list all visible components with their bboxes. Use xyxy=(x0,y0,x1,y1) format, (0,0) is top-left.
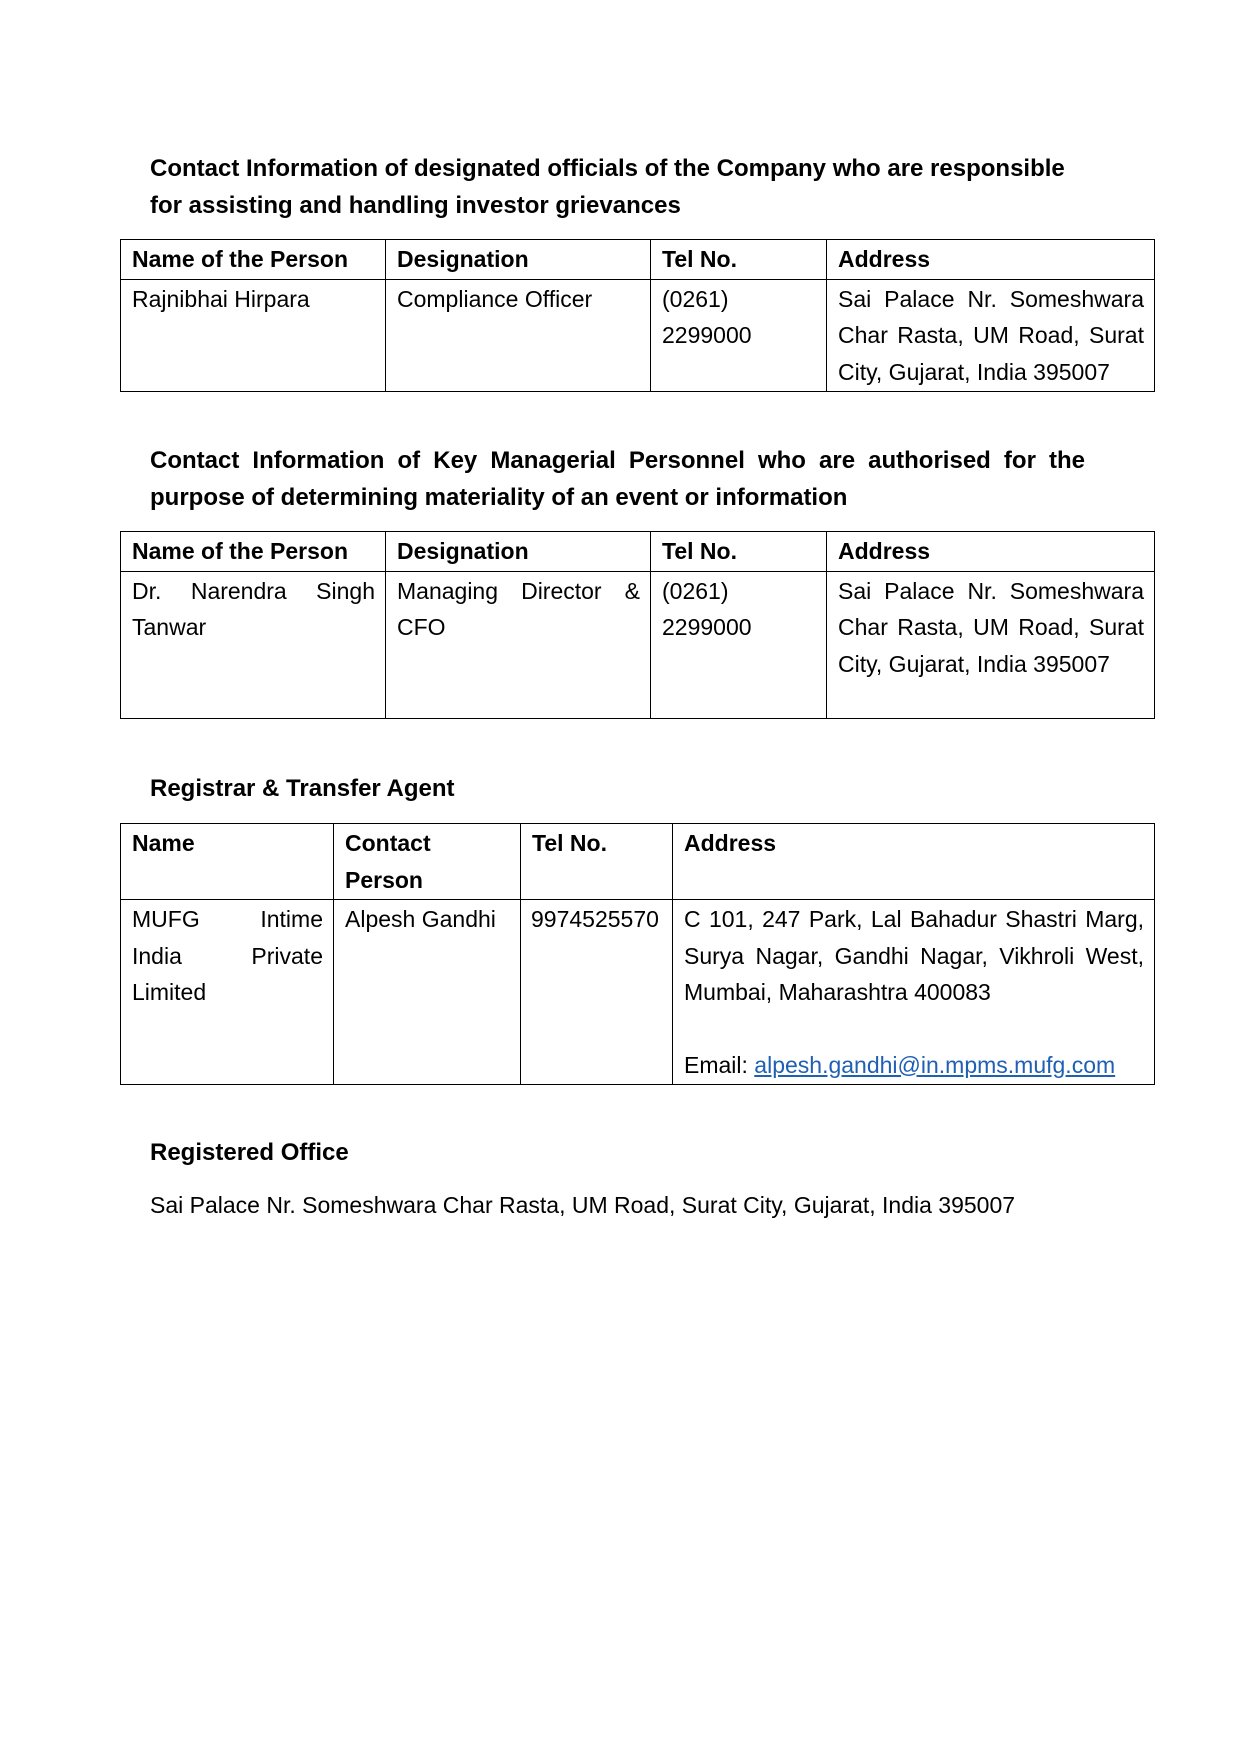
cell-name: MUFG Intime India Private Limited xyxy=(121,900,334,1085)
section-heading-registered-office: Registered Office xyxy=(150,1139,349,1166)
cell-designation: Compliance Officer xyxy=(386,279,651,392)
cell-name: Dr. Narendra Singh Tanwar xyxy=(121,571,386,718)
header-name: Name of the Person xyxy=(121,240,386,280)
cell-name: Rajnibhai Hirpara xyxy=(121,279,386,392)
header-address: Address xyxy=(827,532,1155,572)
table-header-row xyxy=(121,532,1155,572)
cell-address: Sai Palace Nr. Someshwara Char Rasta, UM Road, Surat City, Gujarat, India 395007 xyxy=(827,279,1155,392)
header-contact-person: Contact Person xyxy=(334,824,521,900)
rta-table xyxy=(120,823,1155,1085)
grievance-officials-table xyxy=(120,239,1155,392)
kmp-table xyxy=(120,531,1155,719)
header-tel: Tel No. xyxy=(651,240,827,280)
cell-contact-person: Alpesh Gandhi xyxy=(334,900,521,1085)
header-address: Address xyxy=(673,824,1155,900)
table-row xyxy=(121,571,1155,718)
cell-tel: (0261) 2299000 xyxy=(651,571,827,718)
header-address: Address xyxy=(827,240,1155,280)
header-name: Name xyxy=(121,824,334,900)
section-heading-grievances: Contact Information of designated officials of the Company who are responsible for assisting and handling investor grievances xyxy=(150,155,1065,219)
table-row xyxy=(121,900,1155,1085)
table-header-row xyxy=(121,240,1155,280)
cell-designation: Managing Director & CFO xyxy=(386,571,651,718)
cell-tel: 9974525570 xyxy=(521,900,673,1085)
email-label: Email: xyxy=(684,1051,755,1078)
header-designation: Designation xyxy=(386,240,651,280)
cell-address xyxy=(673,900,1155,1085)
header-tel: Tel No. xyxy=(651,532,827,572)
email-line xyxy=(684,1047,1144,1084)
table-header-row xyxy=(121,824,1155,900)
header-name: Name of the Person xyxy=(121,532,386,572)
email-link[interactable]: alpesh.gandhi@in.mpms.mufg.com xyxy=(754,1051,1116,1078)
section-heading-rta: Registrar & Transfer Agent xyxy=(150,775,455,802)
header-tel: Tel No. xyxy=(521,824,673,900)
header-designation: Designation xyxy=(386,532,651,572)
rta-address-text: C 101, 247 Park, Lal Bahadur Shastri Marg, Surya Nagar, Gandhi Nagar, Vikhroli West, Mumbai, Maharashtra 400083 xyxy=(684,906,1144,1005)
cell-address: Sai Palace Nr. Someshwara Char Rasta, UM Road, Surat City, Gujarat, India 395007 xyxy=(827,571,1155,718)
table-row xyxy=(121,279,1155,392)
section-heading-kmp: Contact Information of Key Managerial Personnel who are authorised for the purpose of determining materiality of an event or information xyxy=(150,447,1085,511)
cell-tel: (0261) 2299000 xyxy=(651,279,827,392)
registered-office-address: Sai Palace Nr. Someshwara Char Rasta, UM Road, Surat City, Gujarat, India 395007 xyxy=(150,1192,1016,1218)
